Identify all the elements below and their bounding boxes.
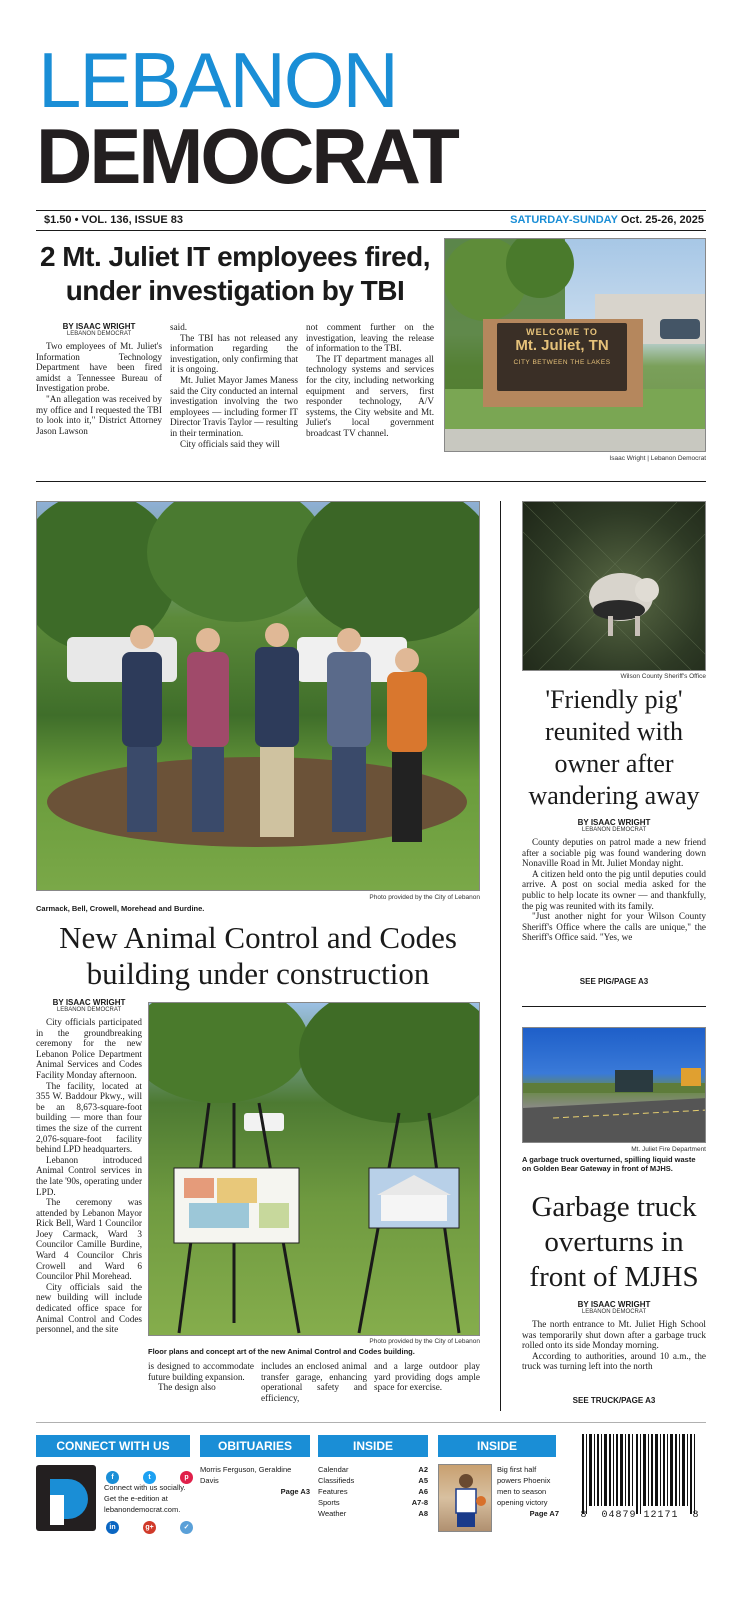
pig-photo (522, 501, 706, 671)
barcode-bars (580, 1434, 700, 1514)
barcode (580, 1434, 700, 1524)
floor-plans-caption: Floor plans and concept art of the new Animal Control and Codes building. (148, 1347, 415, 1356)
lead-photo-credit: Isaac Wright | Lebanon Democrat (609, 455, 706, 462)
groundbreaking-photo (36, 501, 480, 891)
truck-headline[interactable] (514, 1190, 714, 1295)
inside-label: Features (318, 1487, 348, 1496)
lead-p4: Mt. Juliet Mayor James Maness said the City conducted an internal investigation involving the two employees — including former IT Director Travis Taylor — resulting in their termination. (170, 374, 298, 438)
pig-headline-line4: wandering away (528, 781, 700, 810)
inside-page: A7-8 (411, 1498, 428, 1507)
linkedin-icon[interactable]: in (106, 1521, 119, 1534)
animal-byline: BY ISAAC WRIGHT (52, 998, 126, 1007)
animal-col1-text (36, 1017, 142, 1335)
lead-headline-line2: under investigation by TBI (65, 275, 405, 306)
connect-icons-bottom (106, 1516, 196, 1534)
sign-line1: WELCOME TO (526, 327, 598, 337)
pig-headline-line3: owner after (554, 749, 674, 778)
animal-headline[interactable] (36, 920, 480, 992)
animal-col-1 (36, 998, 142, 1335)
issue-date (510, 214, 704, 226)
issue-date-text: Oct. 25-26, 2025 (620, 214, 704, 226)
issue-day: SATURDAY-SUNDAY (510, 214, 618, 226)
animal-p6: The design also (158, 1382, 216, 1393)
truck-illustration (523, 1028, 706, 1143)
animal-col2-lead: is designed to accommodate future building expansion. (148, 1361, 254, 1382)
inside-page: A8 (418, 1509, 428, 1518)
pig-story-body (522, 818, 706, 943)
inside-row-features[interactable] (318, 1486, 428, 1497)
lead-col1-text (36, 341, 162, 436)
connect-line1: Connect with us socially. (104, 1483, 186, 1492)
masthead-lebanon: LEBANON (38, 36, 397, 124)
pig-p3: "Just another night for your Wilson County Sheriff's Office where the calls are unique," the Sheriff's Office said. "Yes, we (522, 911, 706, 943)
animal-col3-lead: includes an enclosed animal transfer garage, enhancing operational safety and efficiency, (261, 1361, 367, 1403)
dateline (44, 214, 704, 226)
floor-plans-photo-credit: Photo provided by the City of Lebanon (369, 1338, 480, 1345)
animal-col-2 (148, 1361, 254, 1393)
inside-label: Weather (318, 1509, 347, 1518)
lead-col3-lead: not comment further on the investigation, leaving the release of information to the TBI. (306, 322, 434, 354)
pig-byline-org: LEBANON DEMOCRAT (581, 827, 647, 833)
inside-row-calendar[interactable] (318, 1464, 428, 1475)
groundbreaking-photo-credit: Photo provided by the City of Lebanon (369, 894, 480, 901)
lead-headline[interactable] (30, 240, 440, 308)
truck-photo-credit: Mt. Juliet Fire Department (631, 1146, 706, 1153)
animal-byline-org: LEBANON DEMOCRAT (56, 1007, 122, 1013)
checkmark-icon[interactable]: ✓ (180, 1521, 193, 1534)
inside-teaser-blurb[interactable]: Big first half powers Phoenix men to season opening victory (497, 1465, 551, 1507)
obituaries-header: OBITUARIES (200, 1435, 310, 1457)
truck-story-body (522, 1300, 706, 1372)
truck-p2: According to authorities, around 10 a.m., the truck was turning left into the north (522, 1350, 706, 1372)
connect-line3[interactable]: lebanondemocrat.com. (104, 1505, 181, 1514)
lead-p3: The TBI has not released any information regarding the investigation, only confirming that it is ongoing. (170, 332, 298, 375)
truck-byline: BY ISAAC WRIGHT (577, 1300, 651, 1309)
lead-p2: "An allegation was received by my office and I requested the TBI to look into it," District Attorney Jason Lawson (36, 393, 162, 436)
animal-p3: Lebanon introduced Animal Control services in the late '90s, operating under LPD. (36, 1154, 143, 1197)
animal-p2: The facility, located at 355 W. Baddour Pkwy., will be an 8,673-square-foot building — more than four times the size of the current 2,076-square-foot facility behind LPD headquarters. (36, 1080, 142, 1155)
sign-line3: CITY BETWEEN THE LAKES (513, 359, 611, 366)
animal-p4: The ceremony was attended by Lebanon Mayor Rick Bell, Ward 1 Councilor Joey Carmack, Ward 3 Councilor Camille Burdine, Ward 4 Councilor Chris Crowell and Ward 6 Councilor Phil Morehead. (36, 1197, 142, 1282)
inside-teaser-page[interactable]: Page A7 (529, 1509, 559, 1518)
connect-logo (36, 1465, 96, 1531)
pinterest-icon[interactable]: p (180, 1471, 193, 1484)
obituaries-names: Morris Ferguson, Geraldine Davis (200, 1465, 292, 1485)
footer-rule (36, 1422, 706, 1423)
connect-header: CONNECT WITH US (36, 1435, 190, 1457)
basketball-player-illustration (439, 1465, 492, 1532)
inside-page: A2 (418, 1465, 428, 1474)
inside-label: Sports (318, 1498, 340, 1507)
price-volume: $1.50 • VOL. 136, ISSUE 83 (44, 214, 183, 226)
truck-headline-line2: overturns in (544, 1226, 684, 1258)
animal-headline-line2: building under construction (86, 956, 430, 991)
pig-headline-line1: 'Friendly pig' (545, 685, 683, 714)
column-divider (500, 501, 501, 1411)
lead-headline-line1: 2 Mt. Juliet IT employees fired, (39, 241, 431, 272)
section-rule (36, 481, 706, 482)
facebook-icon[interactable]: f (106, 1471, 119, 1484)
sign-line2: Mt. Juliet, TN (515, 337, 609, 354)
animal-col-4 (374, 1361, 480, 1393)
lead-photo (444, 238, 706, 452)
truck-caption: A garbage truck overturned, spilling liquid waste on Golden Bear Gateway in front of MJHS. (522, 1155, 696, 1173)
democrat-d-logo-icon (36, 1465, 96, 1531)
truck-headline-line1: Garbage truck (531, 1191, 697, 1223)
inside-page: A5 (418, 1476, 428, 1485)
pig-p2: A citizen held onto the pig until deputies could arrive. A post on social media asked for the public to help locate its owner — and thankfully, the pig was reunited with its family. (522, 868, 706, 911)
inside-index-list (318, 1464, 428, 1519)
animal-p1: City officials participated in the groundbreaking ceremony for the new Lebanon Police Department Animal Services and Codes Facility Monday afternoon. (36, 1017, 142, 1080)
truck-jump-link[interactable]: SEE TRUCK/PAGE A3 (572, 1396, 656, 1405)
twitter-icon[interactable]: t (143, 1471, 156, 1484)
truck-p1: The north entrance to Mt. Juliet High School was temporarily shut down after a garbage truck rolled onto its side Monday morning. (522, 1319, 706, 1351)
groundbreaking-illustration (37, 502, 480, 891)
inside-row-sports[interactable] (318, 1497, 428, 1508)
google-plus-icon[interactable]: g+ (143, 1521, 156, 1534)
pig-p1: County deputies on patrol made a new friend after a sociable pig was found wandering down Nonaville Road in Mt. Juliet Monday night. (522, 837, 706, 869)
lead-byline-org: LEBANON DEMOCRAT (66, 331, 132, 337)
lead-col-2 (170, 322, 298, 449)
pig-byline: BY ISAAC WRIGHT (577, 818, 651, 827)
lead-col2-lead: said. (170, 322, 188, 332)
lead-byline: BY ISAAC WRIGHT (62, 322, 136, 331)
pig-headline-line2: reunited with (545, 717, 683, 746)
animal-col-3 (261, 1361, 367, 1403)
inside-label: Calendar (318, 1465, 349, 1474)
basketball-photo (438, 1464, 492, 1532)
lead-p5: City officials said they will (180, 438, 280, 449)
lead-p1: Two employees of Mt. Juliet's Information Technology Department have been fired amidst a Tennessee Bureau of Investigation probe. (36, 341, 162, 394)
inside-teaser-header: INSIDE (438, 1435, 556, 1457)
animal-col4-lead: and a large outdoor play yard providing dogs ample space for exercise. (374, 1361, 480, 1393)
inside-row-weather[interactable] (318, 1508, 428, 1519)
lead-col-3 (306, 322, 434, 439)
masthead-rule-top (36, 210, 706, 211)
truck-photo (522, 1027, 706, 1143)
truck-headline-line3: front of MJHS (529, 1261, 699, 1293)
masthead-rule-bottom (36, 230, 706, 231)
masthead-democrat: DEMOCRAT (36, 112, 457, 200)
welcome-sign-text (497, 327, 627, 366)
obituaries-page[interactable]: Page A3 (280, 1487, 310, 1496)
inside-index-header: INSIDE (318, 1435, 428, 1457)
animal-p5: City officials said the new building will include dedicated office space for Animal Control and Codes personnel, and the site (36, 1281, 142, 1335)
floor-plans-photo (148, 1002, 480, 1336)
floor-plans-illustration (149, 1003, 480, 1336)
truck-byline-org: LEBANON DEMOCRAT (581, 1309, 647, 1315)
inside-row-classifieds[interactable] (318, 1475, 428, 1486)
lead-p6: The IT department manages all technology systems and services for the city, including networking equipment and servers, first responder technology, A/V systems, the City website and Mt. Juliet's local government broadcast TV channel. (306, 353, 434, 438)
groundbreaking-caption: Carmack, Bell, Crowell, Morehead and Burdine. (36, 904, 205, 913)
truck-body-text (522, 1319, 706, 1372)
animal-headline-line1: New Animal Control and Codes (59, 920, 457, 955)
pig-headline[interactable] (514, 684, 714, 812)
inside-label: Classifieds (318, 1476, 355, 1485)
barcode-digits: 8 04879 12171 8 (580, 1510, 700, 1521)
pig-illustration (523, 502, 706, 671)
connect-line2: Get the e-edition at (104, 1494, 168, 1503)
inside-page: A6 (418, 1487, 428, 1496)
pig-body-text (522, 837, 706, 943)
pig-rule (522, 1006, 706, 1007)
pig-jump-link[interactable]: SEE PIG/PAGE A3 (579, 977, 649, 986)
connect-text (104, 1482, 196, 1515)
pig-photo-credit: Wilson County Sheriff's Office (620, 673, 706, 680)
lead-col-1 (36, 322, 162, 436)
